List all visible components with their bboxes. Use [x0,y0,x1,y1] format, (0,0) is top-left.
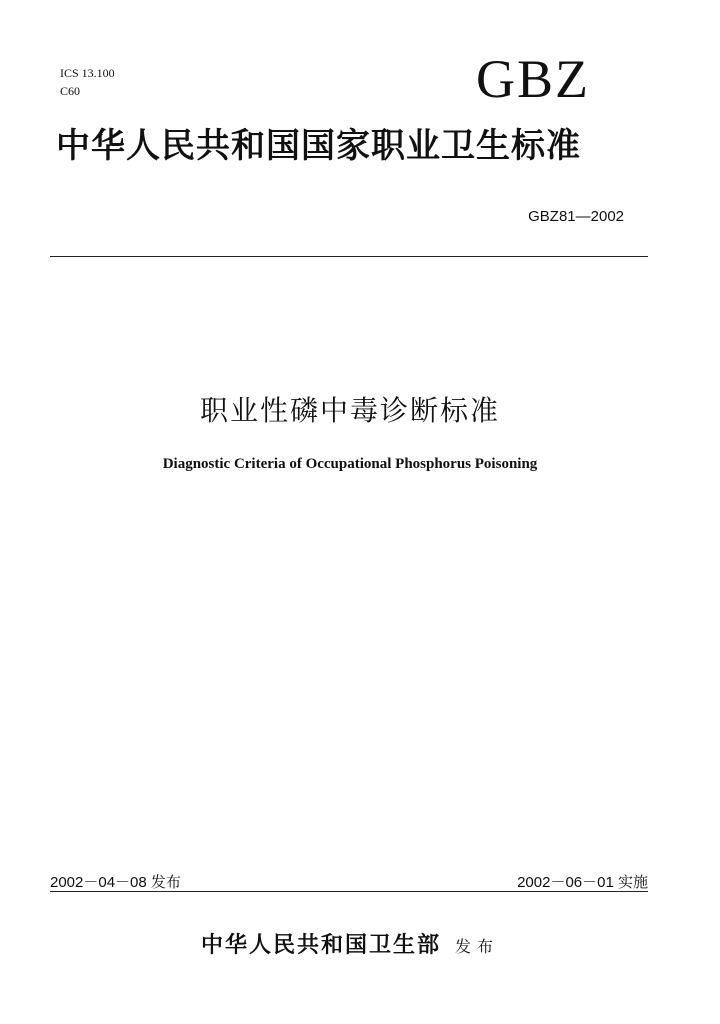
issue-date: 2002－04－08 发布 [50,874,181,891]
ccs-code: C60 [60,84,81,98]
standard-number: GBZ81—2002 [528,208,624,225]
issuer-suffix: 发布 [455,937,500,956]
gbz-logo: GBZ [476,49,590,109]
issuer-name: 中华人民共和国卫生部 [200,932,441,958]
document-title-cn: 职业性磷中毒诊断标准 [199,394,500,427]
bottom-divider [50,891,648,892]
document-title-en: Diagnostic Criteria of Occupational Phosphorus Poisoning [162,456,538,472]
top-divider [50,256,648,257]
effective-date: 2002－06－01 实施 [517,874,648,891]
issuer-line [0,928,700,959]
standard-series-title: 中华人民共和国国家职业卫生标准 [56,126,581,166]
ics-code: ICS 13.100 [60,66,115,80]
